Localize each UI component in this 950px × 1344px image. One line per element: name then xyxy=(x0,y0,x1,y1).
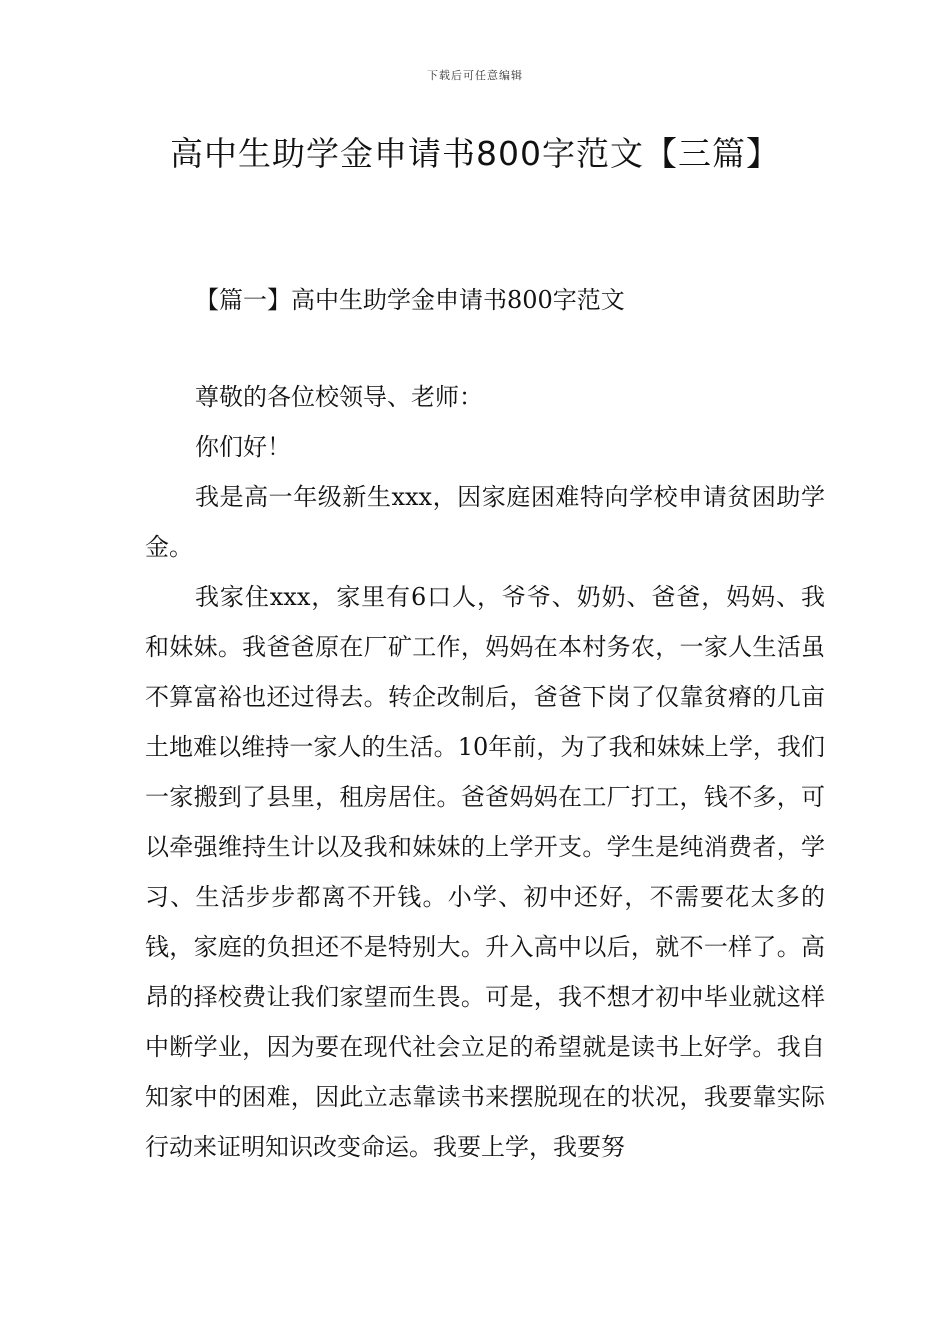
body-paragraph: 我家住xxx，家里有6口人，爷爷、奶奶、爸爸，妈妈、我和妹妹。我爸爸原在厂矿工作，妈妈在本村务农，一家人生活虽不算富裕也还过得去。转企改制后，爸爸下岗了仅靠贫瘠的几亩土地难以维持一家人的生活。10年前，为了我和妹妹上学，我们一家搬到了县里，租房居住。爸爸妈妈在工厂打工，钱不多，可以牵强维持生计以及我和妹妹的上学开支。学生是纯消费者，学习、生活步步都离不开钱。小学、初中还好，不需要花太多的钱，家庭的负担还不是特别大。升入高中以后，就不一样了。高昂的择校费让我们家望而生畏。可是，我不想才初中毕业就这样中断学业，因为要在现代社会立足的希望就是读书上好学。我自知家中的困难，因此立志靠读书来摆脱现在的状况，我要靠实际行动来证明知识改变命运。我要上学，我要努 xyxy=(145,583,825,1161)
body-paragraph: 我是高一年级新生xxx，因家庭困难特向学校申请贫困助学金。 xyxy=(145,483,825,561)
body-text xyxy=(145,372,825,1172)
document-title: 高中生助学金申请书800字范文【三篇】 xyxy=(170,134,780,173)
greeting: 你们好！ xyxy=(195,433,291,461)
section-heading: 【篇一】高中生助学金申请书800字范文 xyxy=(195,286,625,314)
header-note: 下载后可任意编辑 xyxy=(427,69,523,82)
salutation: 尊敬的各位校领导、老师： xyxy=(195,383,483,411)
